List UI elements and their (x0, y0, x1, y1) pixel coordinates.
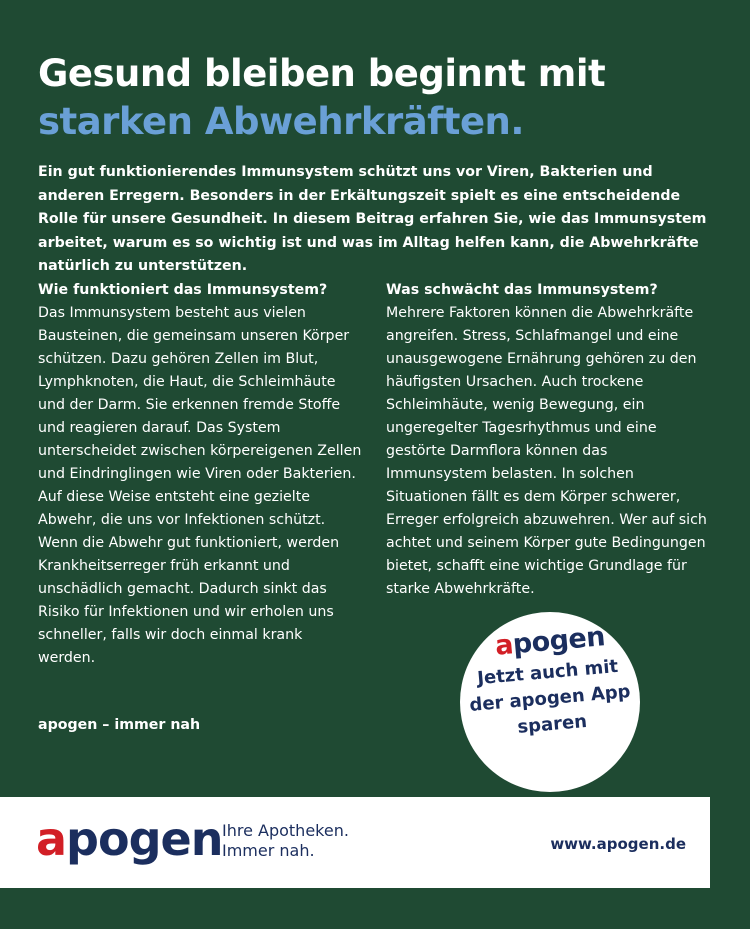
headline (38, 50, 728, 146)
apogen-logo (36, 811, 222, 867)
website-url: www.apogen.de (550, 835, 686, 853)
app-promo-badge (460, 612, 640, 792)
headline-line-2: starken Abwehrkräften. (38, 100, 524, 143)
logo-a: a (36, 812, 67, 866)
badge-logo-a: a (493, 629, 515, 662)
badge-logo-rest: pogen (511, 621, 607, 661)
right-column (386, 279, 711, 601)
intro-paragraph: Ein gut funktionierendes Immunsystem schützt uns vor Viren, Bakterien und anderen Erregern. Besonders in der Erkältungszeit spielt es eine entscheidende Rolle für unsere Gesundheit. In diesem Beitrag erfahren Sie, wie das Immunsystem arbeitet, warum es so wichtig ist und was im Alltag helfen kann, die Abwehrkräfte natürlich zu unterstützen. (38, 164, 707, 274)
right-column-body: Mehrere Faktoren können die Abwehrkräfte angreifen. Stress, Schlafmangel und eine unausgewogene Ernährung gehören zu den häufigsten Ursachen. Auch trockene Schleimhäute, wenig Bewegung, ein ungeregelter Tagesrhythmus und eine gestörte Darmflora können das Immunsystem belasten. In solchen Situationen fällt es dem Körper schwerer, Erreger erfolgreich abzuwehren. Wer auf sich achtet und seinem Körper gute Bedingungen bietet, schafft eine wichtige Grundlage für starke Abwehrkräfte. (386, 305, 707, 597)
left-column (38, 279, 363, 670)
footer-slogan (222, 821, 349, 861)
logo-rest: pogen (66, 812, 223, 866)
headline-line-1: Gesund bleiben beginnt mit (38, 52, 606, 95)
right-column-heading: Was schwächt das Immunsystem? (386, 282, 658, 298)
left-column-body: Das Immunsystem besteht aus vielen Bausteinen, die gemeinsam unseren Körper schützen. Dazu gehören Zellen im Blut, Lymphknoten, die Haut, die Schleimhäute und der Darm. Sie erkennen fremde Stoffe und reagieren darauf. Das System unterscheidet zwischen körpereigenen Zellen und Eindringlingen wie Viren oder Bakterien. Auf diese Weise entsteht eine gezielte Abwehr, die uns vor Infektionen schützt. Wenn die Abwehr gut funktioniert, werden Krankheitserreger früh erkannt und unschädlich gemacht. Dadurch sinkt das Risiko für Infektionen und wir erholen uns schneller, falls wir doch einmal krank werden. (38, 305, 362, 666)
left-column-heading: Wie funktioniert das Immunsystem? (38, 282, 328, 298)
badge-text: Jetzt auch mit der apogen App sparen (468, 655, 632, 738)
slogan-line-1: Ihre Apotheken. (222, 821, 349, 840)
slogan-line-2: Immer nah. (222, 841, 315, 860)
footer-bar (0, 797, 710, 888)
tagline: apogen – immer nah (38, 717, 201, 733)
